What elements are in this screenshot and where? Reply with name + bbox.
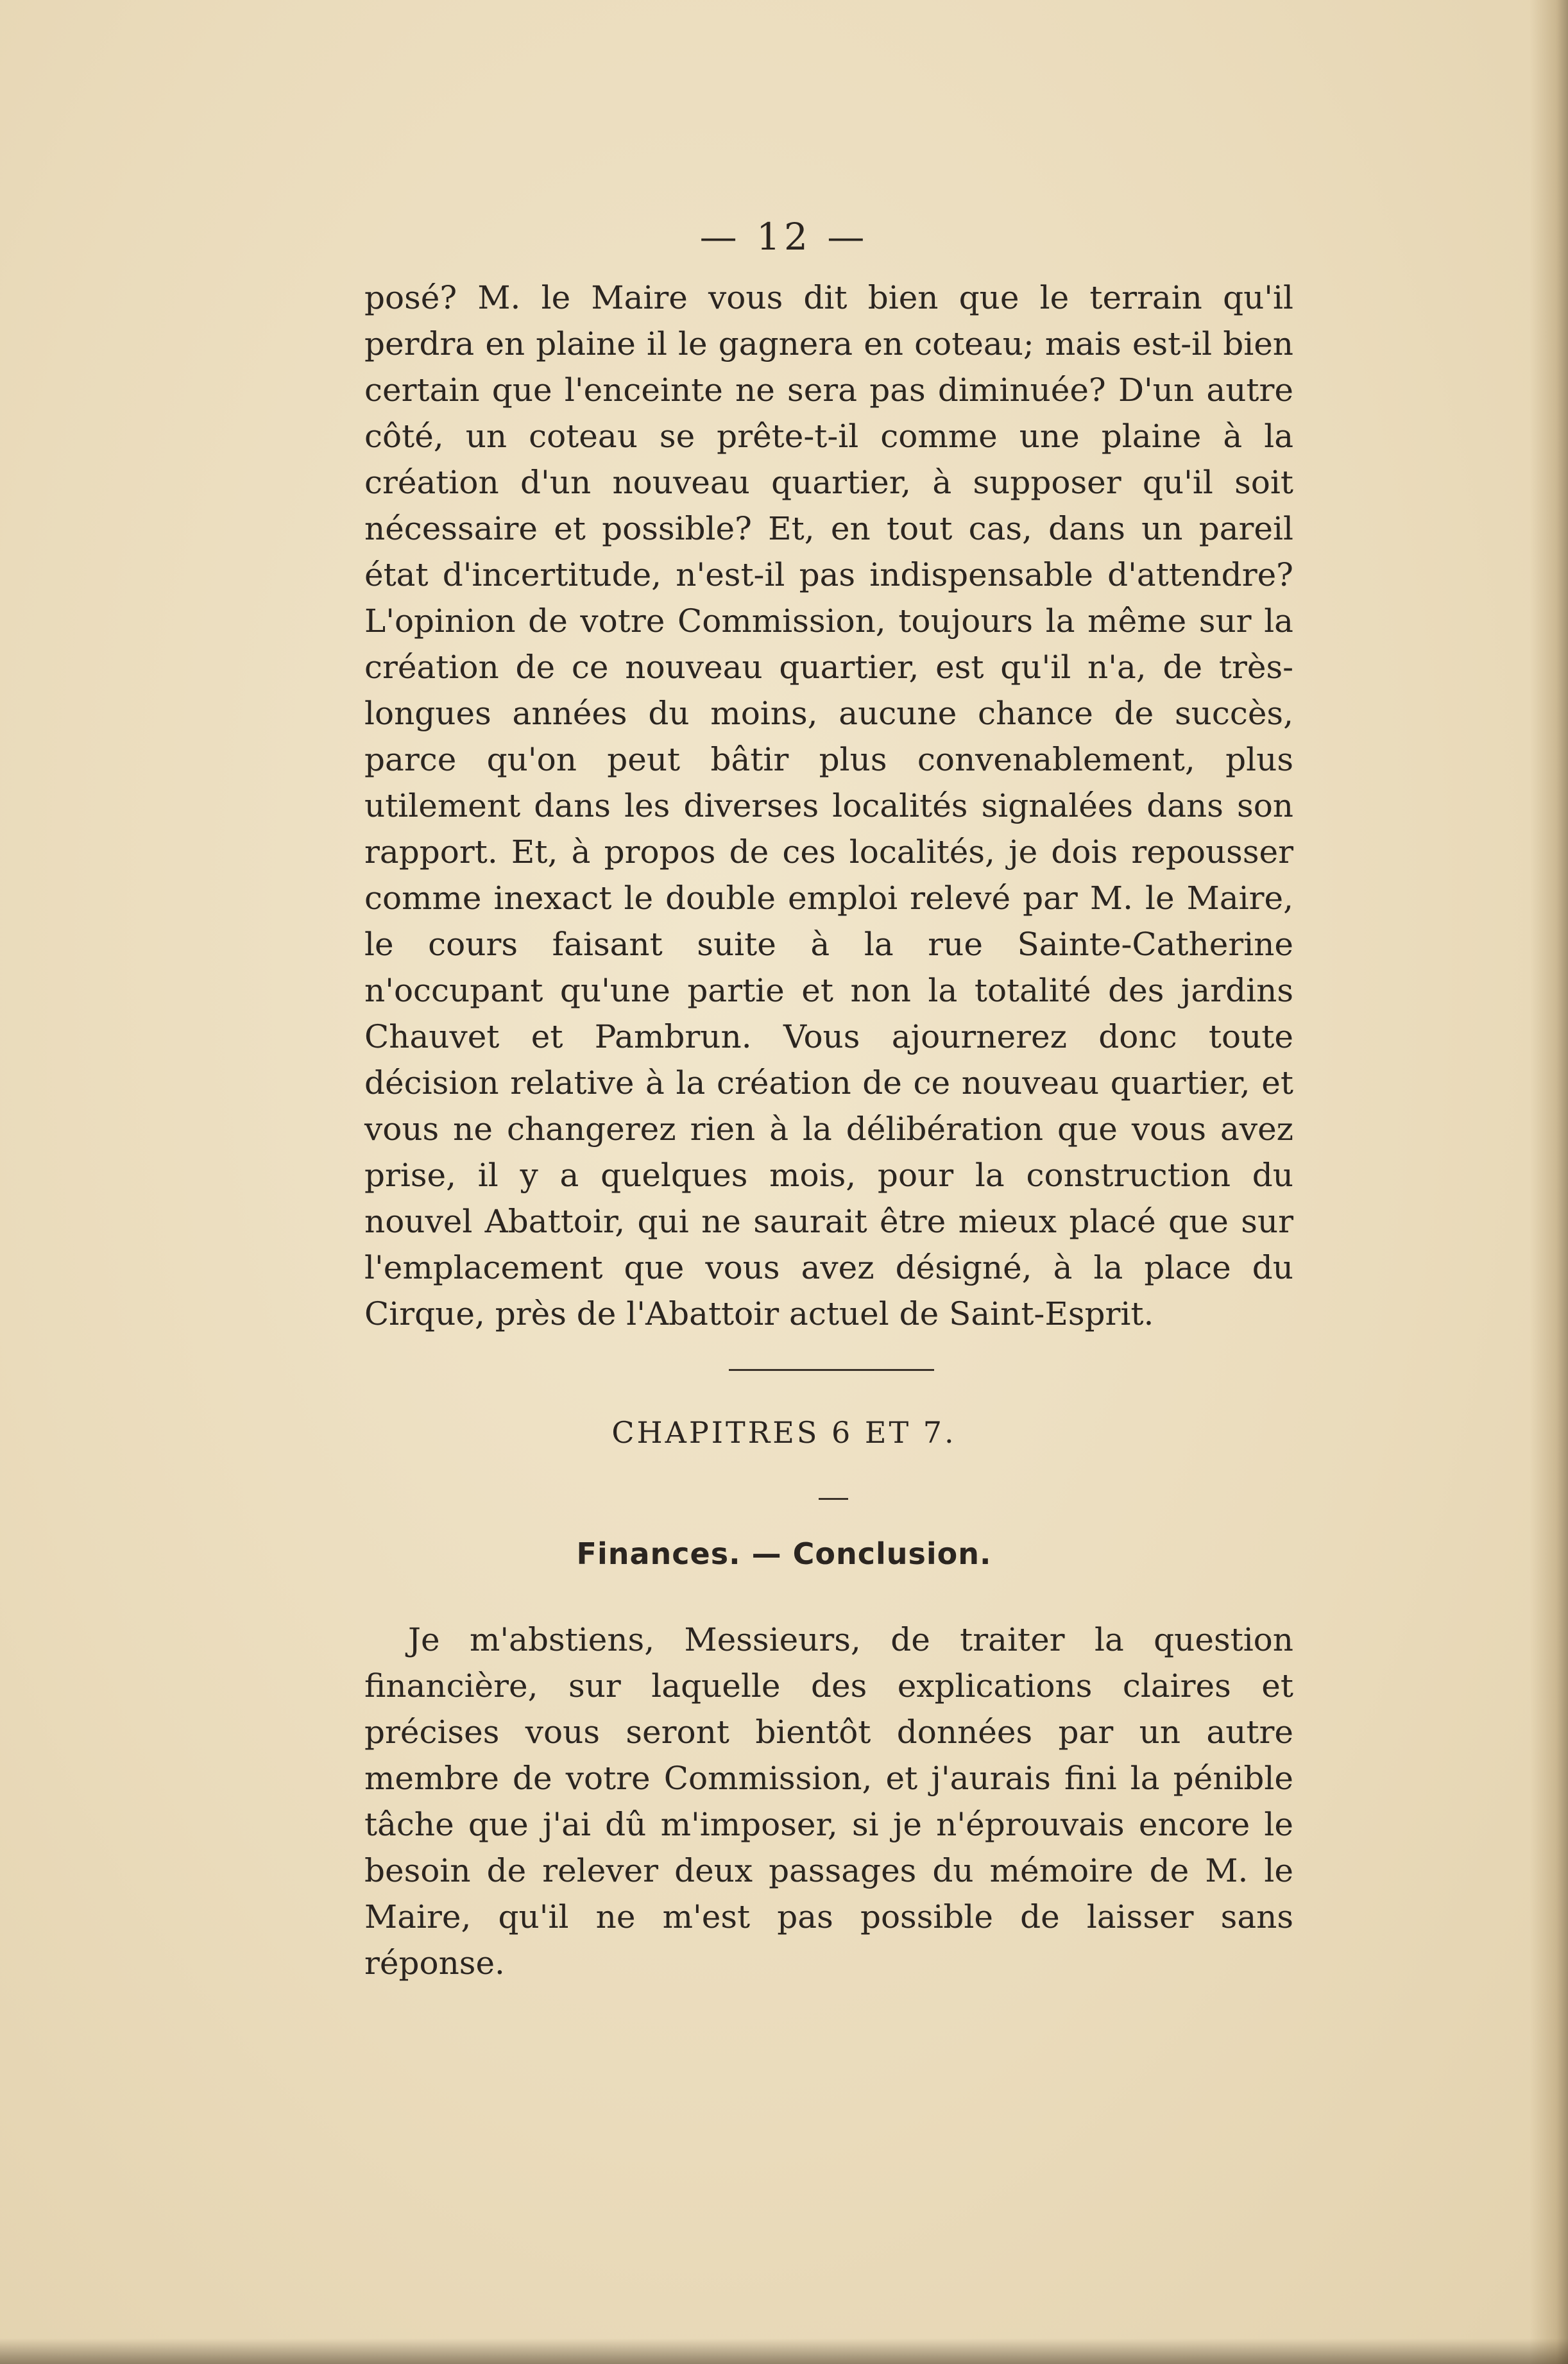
page-edge-shadow	[1530, 0, 1568, 2364]
section-divider-rule	[729, 1369, 934, 1371]
page-bottom-shadow	[0, 2338, 1568, 2364]
body-paragraph-1	[364, 275, 1293, 1337]
title-dash-divider	[819, 1498, 848, 1500]
chapter-subtitle: Finances. — Conclusion.	[576, 1536, 992, 1571]
paragraph-text: Je m'abstiens, Messieurs, de traiter la question financière, sur laquelle des explications claires et précises vous seront bientôt données par un autre membre de votre Commission, et j'aurais fini la pénible tâche que j'ai dû m'imposer, si je n'éprouvais encore le besoin de relever deux passages du mémoire de M. le Maire, qu'il ne m'est pas possible de laisser sans réponse.	[364, 1621, 1293, 1982]
chapter-title: CHAPITRES 6 ET 7.	[611, 1415, 957, 1450]
paragraph-text: posé? M. le Maire vous dit bien que le terrain qu'il perdra en plaine il le gagnera en coteau; mais est-il bien certain que l'enceinte ne sera pas diminuée? D'un autre côté, un coteau se prête-t-il comme une plaine à la création d'un nouveau quartier, à supposer qu'il soit nécessaire et possible? Et, en tout cas, dans un pareil état d'incertitude, n'est-il pas indispensable d'attendre? L'opinion de votre Commission, toujours la même sur la création de ce nouveau quartier, est qu'il n'a, de très-longues années du moins, aucune chance de succès, parce qu'on peut bâtir plus convenablement, plus utilement dans les diverses localités signalées dans son rapport. Et, à propos de ces localités, je dois repousser comme inexact le double emploi relevé par M. le Maire, le cours faisant suite à la rue Sainte-Catherine n'occupant qu'une partie et non la totalité des jardins Chauvet et Pambrun. Vous ajournerez donc toute décision relative à la création de ce nouveau quartier, et vous ne changerez rien à la délibération que vous avez prise, il y a quelques mois, pour la construction du nouvel Abattoir, qui ne saurait être mieux placé que sur l'emplacement que vous avez désigné, à la place du Cirque, près de l'Abattoir actuel de Saint-Esprit.	[364, 279, 1293, 1332]
body-paragraph-2	[364, 1617, 1293, 1986]
page-number: — 12 —	[699, 215, 869, 259]
